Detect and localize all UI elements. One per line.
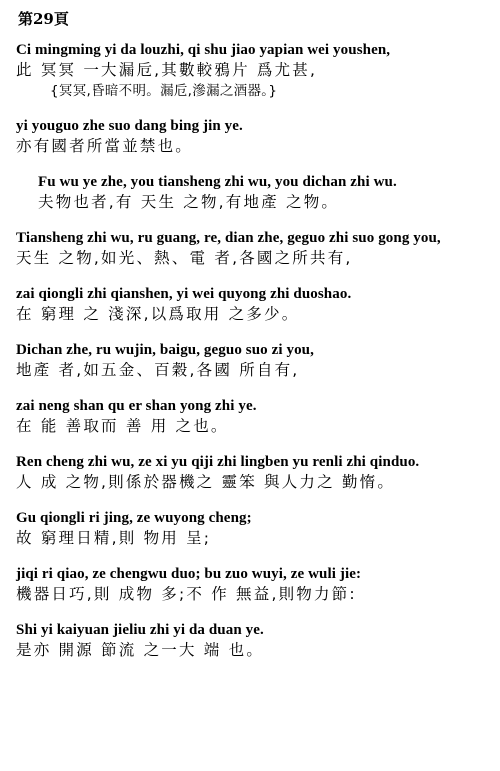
hanzi-line: 在 窮理 之 淺深,以爲取用 之多少。 — [16, 305, 300, 323]
text-block — [16, 564, 492, 605]
text-block — [16, 40, 492, 101]
text-block — [16, 172, 492, 213]
pinyin-line: Fu wu ye zhe, you tiansheng zhi wu, you dichan zhi wu. — [38, 174, 397, 190]
hanzi-line: 故 窮理日精,則 物用 呈; — [16, 529, 212, 547]
text-block — [16, 228, 492, 269]
text-block — [16, 396, 492, 437]
hanzi-line: 人 成 之物,則係於器機之 靈笨 與人力之 勤惰。 — [16, 473, 396, 491]
pinyin-line: zai qiongli zhi qianshen, yi wei quyong zhi duoshao. — [16, 286, 352, 302]
hanzi-line: 夫物也者,有 天生 之物,有地產 之物。 — [38, 193, 340, 211]
annotation-line: {冥冥,昏暗不明。漏卮,滲漏之酒器。} — [50, 83, 278, 99]
text-block — [16, 284, 492, 325]
hanzi-line: 是亦 開源 節流 之一大 端 也。 — [16, 641, 265, 659]
text-block — [16, 452, 492, 493]
pinyin-line: Dichan zhe, ru wujin, baigu, geguo suo zi you, — [16, 342, 314, 358]
pinyin-line: jiqi ri qiao, ze chengwu duo; bu zuo wuyi, ze wuli jie: — [16, 566, 362, 582]
text-body — [16, 40, 492, 676]
hanzi-line: 在 能 善取而 善 用 之也。 — [16, 417, 229, 435]
hanzi-line: 此 冥冥 一大漏卮,其數較鴉片 爲尤甚, — [16, 61, 318, 79]
hanzi-line: 天生 之物,如光、熱、電 者,各國之所共有, — [16, 249, 353, 267]
text-block — [16, 116, 492, 157]
hanzi-line: 亦有國者所當並禁也。 — [16, 137, 194, 155]
page-title: 第29頁 — [18, 10, 69, 28]
pinyin-line: Ren cheng zhi wu, ze xi yu qiji zhi lingben yu renli zhi qinduo. — [16, 454, 420, 470]
pinyin-line: Ci mingming yi da louzhi, qi shu jiao yapian wei youshen, — [16, 42, 391, 58]
text-block — [16, 508, 492, 549]
pinyin-line: zai neng shan qu er shan yong zhi ye. — [16, 398, 257, 414]
text-block — [16, 620, 492, 661]
text-block — [16, 340, 492, 381]
pinyin-line: Tiansheng zhi wu, ru guang, re, dian zhe, geguo zhi suo gong you, — [16, 230, 441, 246]
pinyin-line: Gu qiongli ri jing, ze wuyong cheng; — [16, 510, 252, 526]
pinyin-line: yi youguo zhe suo dang bing jin ye. — [16, 118, 243, 134]
hanzi-line: 機器日巧,則 成物 多;不 作 無益,則物力節: — [16, 585, 357, 603]
pinyin-line: Shi yi kaiyuan jieliu zhi yi da duan ye. — [16, 622, 264, 638]
hanzi-line: 地產 者,如五金、百穀,各國 所自有, — [16, 361, 300, 379]
